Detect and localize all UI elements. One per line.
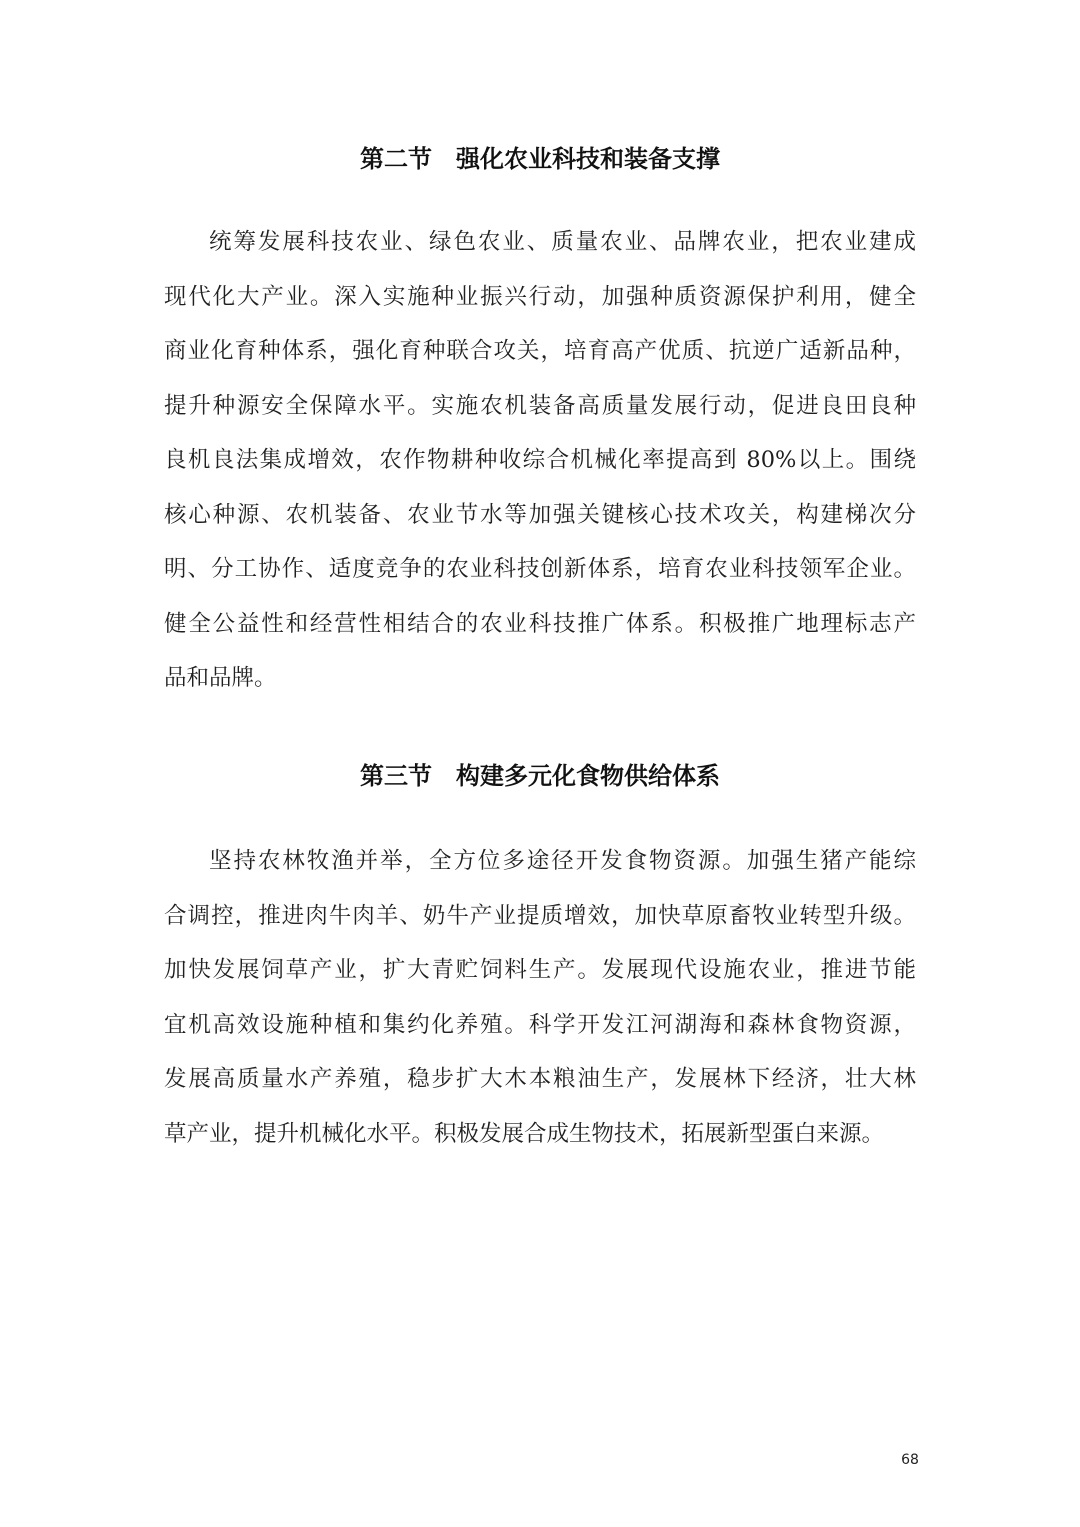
paragraph-line: 合调控，推进肉牛肉羊、奶牛产业提质增效，加快草原畜牧业转型升级。 (164, 902, 916, 929)
paragraph-line: 坚持农林牧渔并举，全方位多途径开发食物资源。加强生猪产能综 (209, 848, 916, 874)
paragraph-line: 明、分工协作、适度竞争的农业科技创新体系，培育农业科技领军企业。 (164, 556, 916, 582)
paragraph-line: 统筹发展科技农业、绿色农业、质量农业、品牌农业，把农业建成 (209, 229, 916, 255)
section-paragraph (164, 834, 916, 1161)
section-paragraph (164, 215, 916, 706)
paragraph-line: 发展高质量水产养殖，稳步扩大木本粮油生产，发展林下经济，壮大林 (164, 1066, 916, 1092)
paragraph-line: 健全公益性和经营性相结合的农业科技推广体系。积极推广地理标志产 (164, 610, 916, 637)
section-heading: 第三节 构建多元化食物供给体系 (360, 762, 720, 790)
paragraph-line: 良机良法集成增效，农作物耕种收综合机械化率提高到 80%以上。围绕 (164, 447, 916, 473)
paragraph-line: 加快发展饲草产业，扩大青贮饲料生产。发展现代设施农业，推进节能 (164, 957, 916, 983)
paragraph-line: 现代化大产业。深入实施种业振兴行动，加强种质资源保护利用，健全 (164, 283, 916, 310)
paragraph-line: 提升种源安全保障水平。实施农机装备高质量发展行动，促进良田良种 (164, 392, 916, 419)
section-heading: 第二节 强化农业科技和装备支撑 (360, 145, 720, 173)
paragraph-line: 核心种源、农机装备、农业节水等加强关键核心技术攻关，构建梯次分 (164, 501, 916, 528)
paragraph-line: 品和品牌。 (164, 665, 277, 691)
paragraph-line: 草产业，提升机械化水平。积极发展合成生物技术，拓展新型蛋白来源。 (164, 1120, 885, 1147)
page-number: 68 (901, 1452, 919, 1468)
paragraph-line: 商业化育种体系，强化育种联合攻关，培育高产优质、抗逆广适新品种， (164, 338, 916, 364)
paragraph-line: 宜机高效设施种植和集约化养殖。科学开发江河湖海和森林食物资源， (164, 1011, 916, 1038)
